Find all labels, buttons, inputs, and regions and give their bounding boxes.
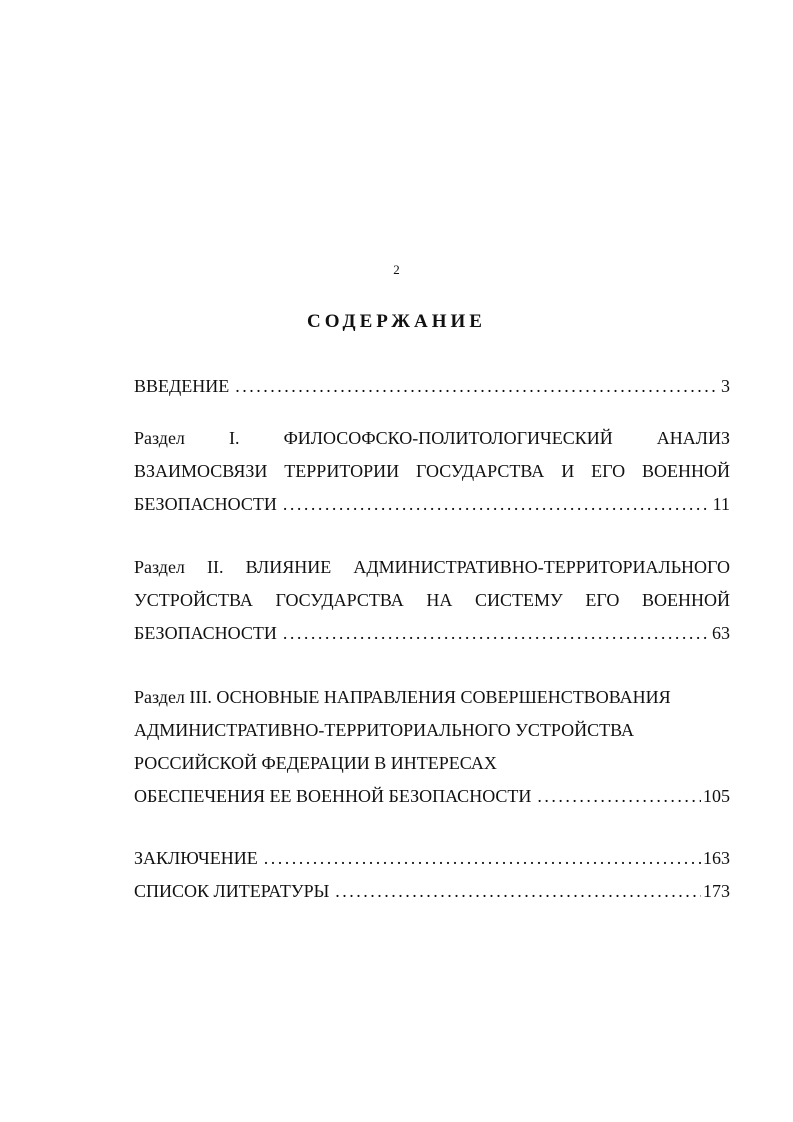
toc-line xyxy=(134,842,730,875)
page-number: 2 xyxy=(393,262,400,277)
toc-entry-title: БЕЗОПАСНОСТИ xyxy=(134,623,277,643)
leader-dots xyxy=(235,370,719,403)
toc-entry-introduction[interactable] xyxy=(134,370,730,403)
toc-entry-section-1[interactable] xyxy=(134,422,730,521)
toc-line: УСТРОЙСТВА ГОСУДАРСТВА НА СИСТЕМУ ЕГО ВОЕННОЙ xyxy=(134,590,730,610)
toc-line: Раздел II. ВЛИЯНИЕ АДМИНИСТРАТИВНО-ТЕРРИТОРИАЛЬНОГО xyxy=(134,557,730,577)
toc-line xyxy=(134,875,730,908)
leader-dots xyxy=(335,875,701,908)
leader-dots xyxy=(283,488,711,521)
leader-dots xyxy=(264,842,701,875)
toc-page-number: 63 xyxy=(712,623,730,643)
toc-line xyxy=(134,488,730,521)
toc-entry-section-2[interactable] xyxy=(134,551,730,650)
toc-entry-title: ВВЕДЕНИЕ xyxy=(134,376,230,396)
toc-line: РОССИЙСКОЙ ФЕДЕРАЦИИ В ИНТЕРЕСАХ xyxy=(134,753,497,773)
toc-entry-title: ЗАКЛЮЧЕНИЕ xyxy=(134,848,258,868)
toc-entry-title: БЕЗОПАСНОСТИ xyxy=(134,494,277,514)
toc-line: Раздел I. ФИЛОСОФСКО-ПОЛИТОЛОГИЧЕСКИЙ АНАЛИЗ xyxy=(134,428,730,448)
toc-page-number: 163 xyxy=(703,848,730,868)
leader-dots xyxy=(283,617,710,650)
toc-page-number: 105 xyxy=(703,786,730,806)
page-title: СОДЕРЖАНИЕ xyxy=(307,311,486,332)
toc-page-number: 173 xyxy=(703,881,730,901)
toc-entry-bibliography[interactable] xyxy=(134,875,730,908)
toc-line xyxy=(134,370,730,403)
toc-line xyxy=(134,617,730,650)
leader-dots xyxy=(537,780,701,813)
toc-page-number: 11 xyxy=(712,494,730,514)
toc-entry-conclusion[interactable] xyxy=(134,842,730,875)
toc-entry-title: СПИСОК ЛИТЕРАТУРЫ xyxy=(134,881,330,901)
toc-page-number: 3 xyxy=(721,376,730,396)
toc-line: АДМИНИСТРАТИВНО-ТЕРРИТОРИАЛЬНОГО УСТРОЙСТВА xyxy=(134,720,635,740)
toc-line xyxy=(134,780,730,813)
toc-line: Раздел III. ОСНОВНЫЕ НАПРАВЛЕНИЯ СОВЕРШЕНСТВОВАНИЯ xyxy=(134,687,671,707)
toc-entry-title: ОБЕСПЕЧЕНИЯ ЕЕ ВОЕННОЙ БЕЗОПАСНОСТИ xyxy=(134,786,532,806)
toc-entry-section-3[interactable] xyxy=(134,681,730,813)
toc-line: ВЗАИМОСВЯЗИ ТЕРРИТОРИИ ГОСУДАРСТВА И ЕГО ВОЕННОЙ xyxy=(134,461,730,481)
